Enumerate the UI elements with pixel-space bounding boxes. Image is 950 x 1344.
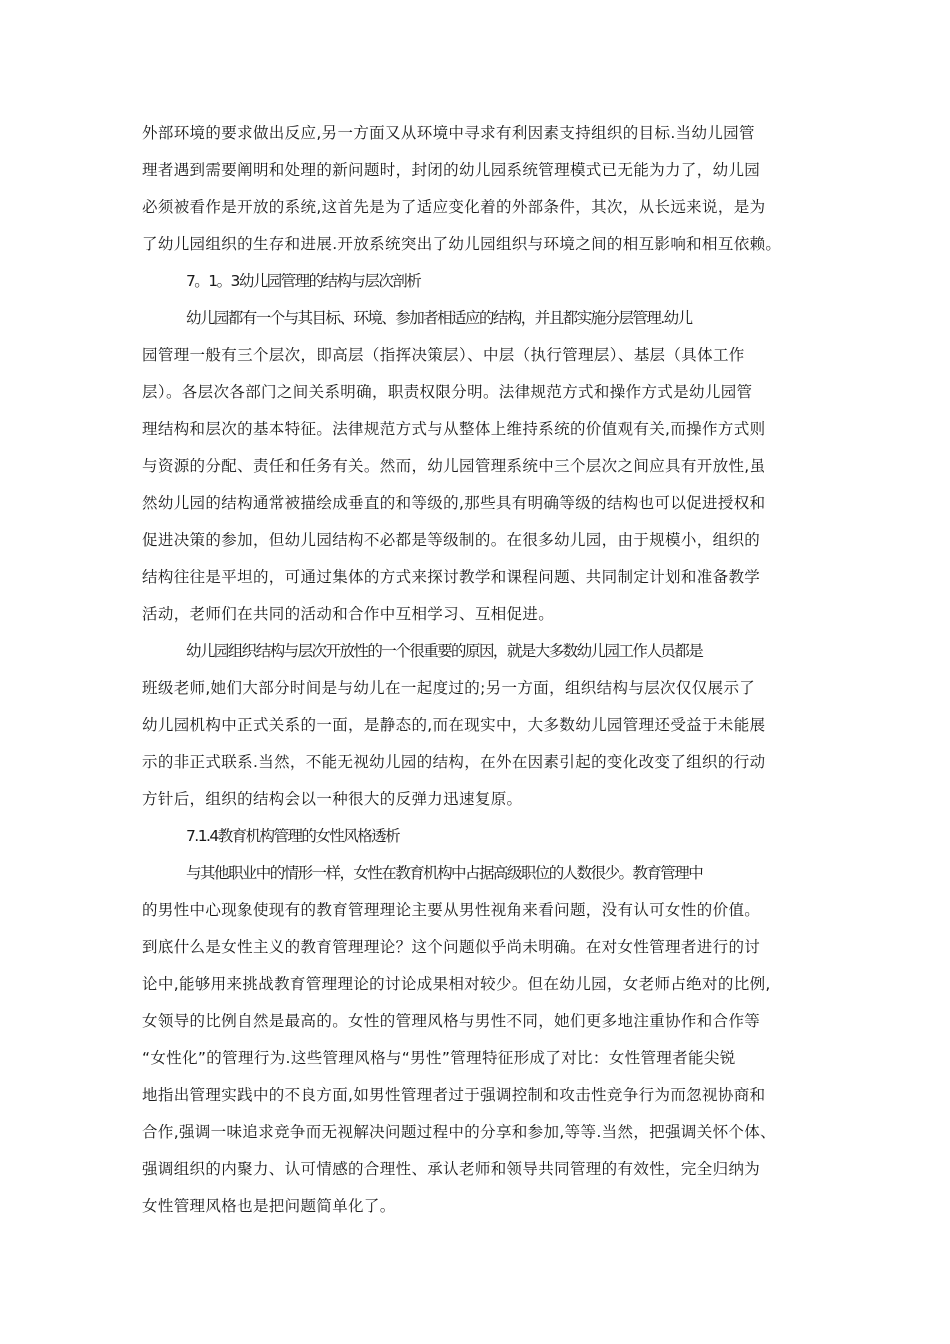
text-line: 活动，老师们在共同的活动和合作中互相学习、互相促进。 — [142, 605, 555, 623]
text-line: 然幼儿园的结构通常被描绘成垂直的和等级的,那些具有明确等级的结构也可以促进授权和 — [142, 494, 766, 512]
text-line: 强调组织的内聚力、认可情感的合理性、承认老师和领导共同管理的有效性，完全归纳为 — [142, 1160, 761, 1178]
text-line: 的男性中心现象使现有的教育管理理论主要从男性视角来看问题，没有认可女性的价值。 — [142, 901, 761, 919]
text-line: 示的非正式联系.当然，不能无视幼儿园的结构，在外在因素引起的变化改变了组织的行动 — [142, 753, 766, 771]
text-line: 班级老师,她们大部分时间是与幼儿在一起度过的;另一方面，组织结构与层次仅仅展示了 — [142, 679, 756, 697]
text-line: 方针后，组织的结构会以一种很大的反弹力迅速复原。 — [142, 790, 523, 808]
text-line: 合作,强调一味追求竞争而无视解决问题过程中的分享和参加,等等.当然，把强调关怀个体、 — [142, 1123, 776, 1141]
text-line: 了幼儿园组织的生存和进展.开放系统突出了幼儿园组织与环境之间的相互影响和相互依赖。 — [142, 235, 782, 253]
paragraph-start: 与其他职业中的情形一样，女性在教育机构中占据高级职位的人数很少。教育管理中 — [186, 864, 703, 882]
text-line: 层）。各层次各部门之间关系明确，职责权限分明。法律规范方式和操作方式是幼儿园管 — [142, 383, 753, 401]
text-line: 园管理一般有三个层次，即高层（指挥决策层）、中层（执行管理层）、基层（具体工作 — [142, 346, 745, 364]
text-line: 女性管理风格也是把问题简单化了。 — [142, 1197, 396, 1215]
text-line: 理结构和层次的基本特征。法律规范方式与从整体上维持系统的价值观有关,而操作方式则 — [142, 420, 766, 438]
text-line: 与资源的分配、责任和任务有关。然而，幼儿园管理系统中三个层次之间应具有开放性,虽 — [142, 457, 766, 475]
text-line: 女领导的比例自然是最高的。女性的管理风格与男性不同，她们更多地注重协作和合作等 — [142, 1012, 761, 1030]
text-line: 幼儿园机构中正式关系的一面，是静态的,而在现实中，大多数幼儿园管理还受益于未能展 — [142, 716, 766, 734]
paragraph-start: 幼儿园组织结构与层次开放性的一个很重要的原因，就是大多数幼儿园工作人员都是 — [186, 642, 703, 660]
section-heading-7-1-3: 7。1。3幼儿园管理的结构与层次剖析 — [186, 272, 421, 290]
text-line: 外部环境的要求做出反应,另一方面又从环境中寻求有利因素支持组织的目标.当幼儿园管 — [142, 124, 755, 142]
text-line: 必须被看作是开放的系统,这首先是为了适应变化着的外部条件，其次，从长远来说，是为 — [142, 198, 766, 216]
text-line: 理者遇到需要阐明和处理的新问题时，封闭的幼儿园系统管理模式已无能为力了，幼儿园 — [142, 161, 761, 179]
text-line: 促进决策的参加，但幼儿园结构不必都是等级制的。在很多幼儿园，由于规模小，组织的 — [142, 531, 761, 549]
text-line: 到底什么是女性主义的教育管理理论？这个问题似乎尚未明确。在对女性管理者进行的讨 — [142, 938, 761, 956]
paragraph-start: 幼儿园都有一个与其目标、环境、参加者相适应的结构，并且都实施分层管理.幼儿 — [186, 309, 692, 327]
text-line: 结构往往是平坦的，可通过集体的方式来探讨教学和课程问题、共同制定计划和准备教学 — [142, 568, 761, 586]
text-line: 地指出管理实践中的不良方面,如男性管理者过于强调控制和攻击性竞争行为而忽视协商和 — [142, 1086, 766, 1104]
text-line: “女性化”的管理行为.这些管理风格与“男性”管理特征形成了对比：女性管理者能尖锐 — [142, 1049, 736, 1067]
text-line: 论中,能够用来挑战教育管理理论的讨论成果相对较少。但在幼儿园，女老师占绝对的比例, — [142, 975, 771, 993]
section-heading-7-1-4: 7.1.4教育机构管理的女性风格透析 — [186, 827, 400, 845]
